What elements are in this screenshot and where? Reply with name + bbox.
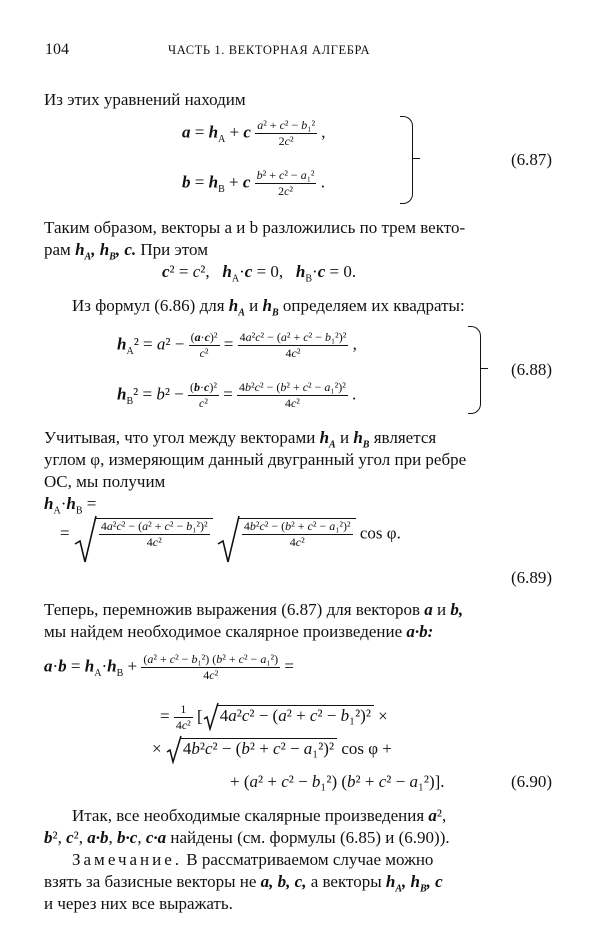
brace-tip-6-87 xyxy=(412,158,420,159)
equation-hB-squared: $h_B^2 = b^2$ − $\frac{\text{(b·c)²}}{\text{c²}}$ = $\frac{\text{4b²c² − (b² + c² − a₁²)²}}{\text{4c²}}$ . xyxy=(117,380,357,410)
equation-hA-squared: $h_A^2 = a^2$ − $\frac{\text{(a·c)²}}{\text{c²}}$ = $\frac{\text{4a²c² − (a² + c² − b₁²)²}}{\text{4c²}}$ , xyxy=(117,330,357,360)
brace-6-88 xyxy=(468,326,481,414)
running-title: ЧАСТЬ 1. ВЕКТОРНАЯ АЛГЕБРА xyxy=(168,43,371,57)
sqrt-term-4: 4b²c² − (b² + c² − a₁²)² xyxy=(166,738,337,759)
equation-product-rhs: = $\frac{\text{4a²c² − (a² + c² − b₁²)²}}{\text{4c²}}$ $\frac{\text{4b²c² − (b² + c² − a₁²)²}}{\text{4c²}}$ cos φ. xyxy=(60,518,401,550)
intro-line: Из этих уравнений находим xyxy=(44,90,246,109)
formulas-line: Из формул (6.86) для $h_A$ и $h_B$ определяем их квадраты: xyxy=(72,296,465,319)
equation-number: (6.90) xyxy=(511,772,553,791)
equation-ab-line-2: = $\frac{1}{\text{4c²}}$ [ 4a²c² − (a² + c² − b₁²)² × xyxy=(160,702,388,732)
mult-line-1: Теперь, перемножив выражения (6.87) для векторов a и b, xyxy=(44,600,464,619)
brace-tip-6-88 xyxy=(480,368,488,369)
angle-line-1: Учитывая, что угол между векторами $h_A$ и $h_B$ является xyxy=(44,428,437,451)
sqrt-term-2: $\frac{\text{4b²c² − (b² + c² − a₁²)²}}{\text{4c²}}$ xyxy=(217,518,356,550)
equation-number: (6.89) xyxy=(511,568,553,587)
angle-line-3: OC, мы получим xyxy=(44,472,166,491)
summary-line-2: b², c², a·b, b·c, c·a найдены (см. формулы (6.85) и (6.90)). xyxy=(44,828,450,847)
equation-ab-line-1: $a\cdot b = h_A\cdot h_B$ + $\frac{\text{(a² + c² − b₁²) (b² + c² − a₁²)}}{\text{4c²}}$ = xyxy=(44,652,294,682)
remark-line-2: взять за базисные векторы не a, b, c, а векторы $h_A$, $h_B$, c xyxy=(44,872,443,895)
equation-ab-line-4: + (a² + c² − b₁²) (b² + c² − a₁²)]. xyxy=(230,772,445,791)
remark-line-3: и через них все выражать. xyxy=(44,894,233,913)
decomp-line-1: Таким образом, векторы a и b разложились по трем векто- xyxy=(44,218,466,237)
mult-line-2: мы найдем необходимое скалярное произведение a·b: xyxy=(44,622,434,641)
brace-6-87 xyxy=(400,116,413,204)
orthogonality-equations: c² = c², $h_A\cdot c = 0$, $h_B\cdot c = 0$. xyxy=(162,262,357,285)
remark-line-1: Замечание. В рассматриваемом случае можно xyxy=(72,850,434,869)
equation-number: (6.87) xyxy=(511,150,553,169)
equation-b: $b = h_B + c$ $\frac{\text{b² + c² − a₁²}}{\text{2c²}}$ . xyxy=(182,168,325,198)
equation-ab-line-3: × 4b²c² − (b² + c² − a₁²)² cos φ + xyxy=(152,738,392,759)
sqrt-term-3: 4a²c² − (a² + c² − b₁²)² xyxy=(203,705,374,726)
decomp-line-2: рам $h_A$, $h_B$, c. При этом xyxy=(44,240,208,263)
equation-number: (6.88) xyxy=(511,360,553,379)
angle-line-2: углом φ, измеряющим данный двугранный угол при ребре xyxy=(44,450,467,469)
sqrt-term-1: $\frac{\text{4a²c² − (a² + c² − b₁²)²}}{\text{4c²}}$ xyxy=(74,518,213,550)
summary-line-1: Итак, все необходимые скалярные произведения a², xyxy=(72,806,447,825)
equation-product-lhs: $h_A\cdot h_B$ = xyxy=(44,494,97,517)
page-number: 104 xyxy=(45,41,69,58)
equation-a: $a = h_A + c$ $\frac{\text{a² + c² − b₁²}}{\text{2c²}}$ , xyxy=(182,118,326,148)
